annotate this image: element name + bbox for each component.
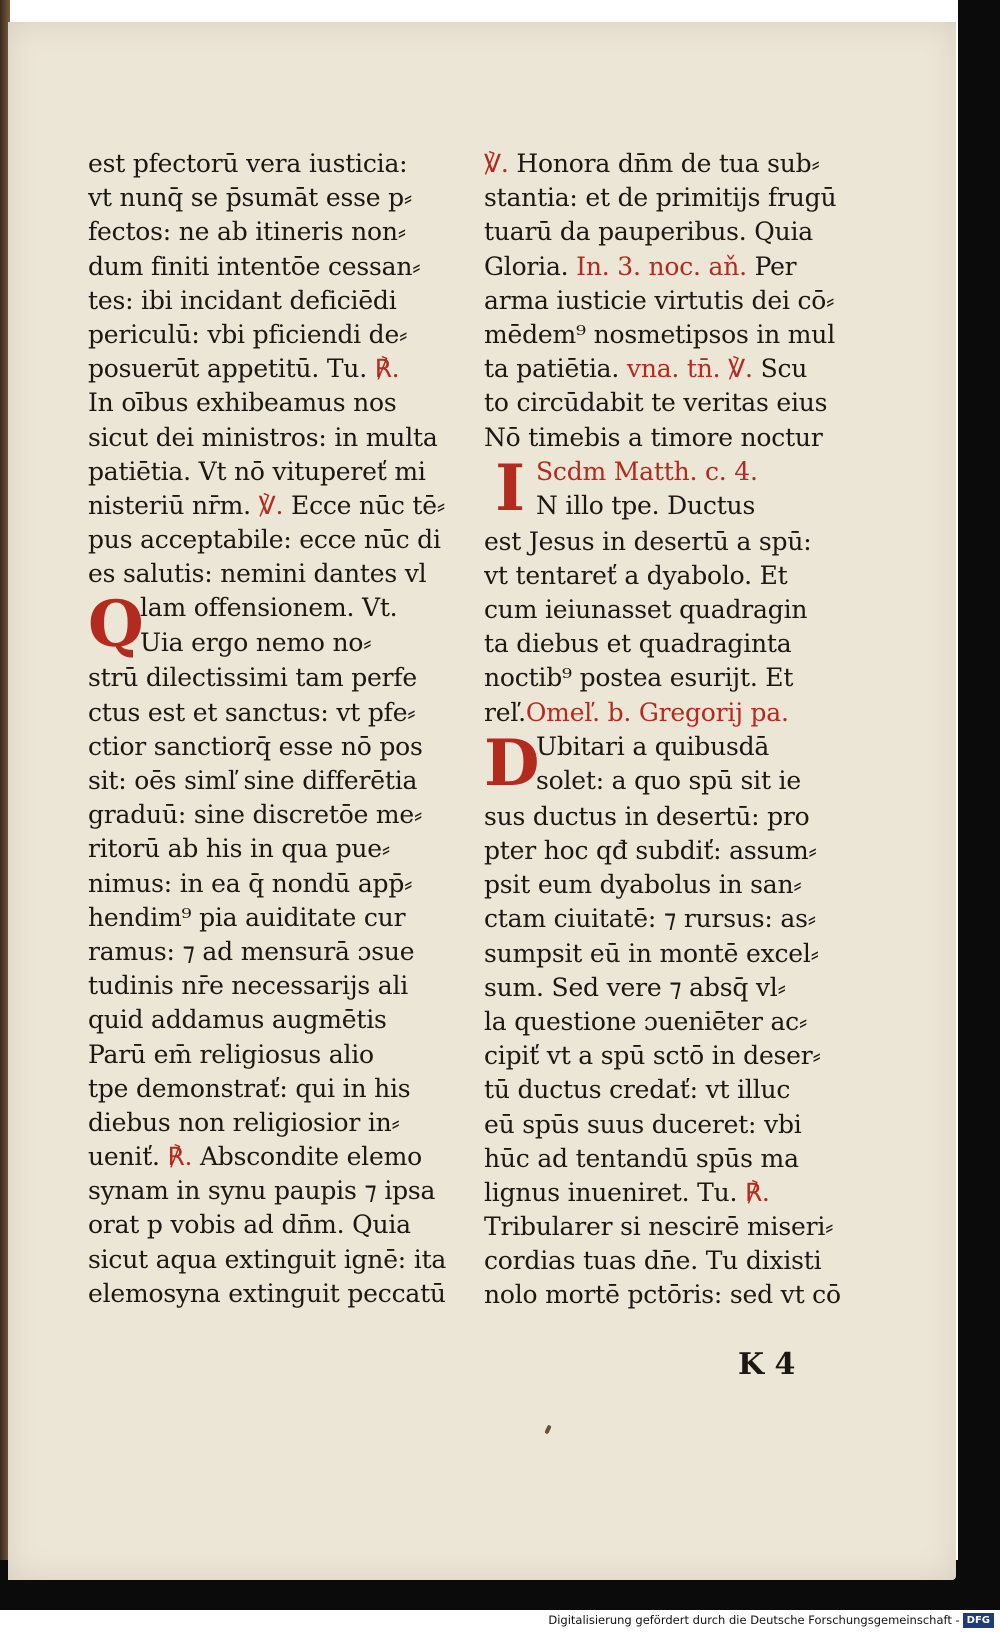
- red-initial-letter: I: [495, 454, 525, 525]
- text-line: tudinis nr̄e necessarijs ali: [88, 971, 409, 1001]
- text-line: [484, 696, 864, 730]
- text-segment: nisteriū nr̄m.: [88, 490, 251, 520]
- text-line: orat p vobis ad dn̄m. Quia: [88, 1210, 411, 1240]
- text-line: sus ductus in desertū: pro: [484, 801, 810, 831]
- initial-block: [484, 730, 864, 800]
- text-line: ramus: ⁊ ad mensurā ɔsue: [88, 936, 415, 966]
- text-line: vt tentareť a dyabolo. Et: [484, 560, 788, 590]
- text-line: noctib⁹ postea esurijt. Et: [484, 663, 794, 693]
- red-initial-letter: Q: [88, 591, 144, 662]
- text-line: elemosyna extinguit peccatū: [88, 1278, 446, 1308]
- text-line: nolo mortē pctōris: sed vt cō: [484, 1280, 841, 1310]
- text-line: tes: ibi incidant deficiēdi: [88, 285, 397, 315]
- text-line: tuarū da pauperibus. Quia: [484, 217, 813, 247]
- text-line: to circūdabit te veritas eius: [484, 388, 828, 418]
- gospel-rubric-heading: Scdm Matth. c. 4.: [536, 456, 758, 486]
- rubric-responsory-mark: ℟.: [374, 354, 400, 384]
- rubric-rubric-text: vna. tn̄. ℣.: [626, 354, 753, 384]
- text-segment: Honora dn̄m de tua sub⸗: [516, 149, 820, 178]
- text-segment: Scu: [760, 354, 808, 384]
- text-segment: reľ.: [484, 697, 526, 727]
- text-line: diebus non religiosior in⸗: [88, 1107, 400, 1137]
- text-line: ta diebus et quadraginta: [484, 629, 792, 659]
- text-segment: Gloria.: [484, 251, 569, 281]
- text-line: arma iusticie virtutis dei cō⸗: [484, 285, 835, 315]
- text-segment: lignus inueniret. Tu.: [484, 1177, 738, 1207]
- text-line: hendim⁹ pia auiditate cur: [88, 902, 406, 932]
- left-text-column: [88, 147, 468, 1311]
- text-line: Tribularer si nescirē miseri⸗: [484, 1212, 834, 1242]
- text-line: hūc ad tentandū spūs ma: [484, 1143, 799, 1173]
- text-line: es salutis: nemini dantes vl: [88, 559, 427, 589]
- text-line: psit eum dyabolus in san⸗: [484, 870, 802, 900]
- text-segment: Per: [754, 251, 797, 281]
- text-line: [484, 1176, 864, 1210]
- text-line: vt nunq̄ se p̄sumāt esse p⸗: [88, 183, 413, 213]
- text-line: N illo tpe. Ductus: [536, 490, 756, 520]
- text-line: Parū em̄ religiosus alio: [88, 1039, 374, 1069]
- text-line: est pfectorū vera iusticia:: [88, 149, 408, 178]
- signature-mark: K 4: [738, 1347, 796, 1382]
- text-line: ctus est et sanctus: vt pfe⸗: [88, 697, 416, 727]
- dfg-logo: DFG: [963, 1613, 994, 1628]
- initial-block: [484, 455, 864, 525]
- text-line: sicut dei ministros: in multa: [88, 422, 438, 452]
- text-line: la questione ɔueniēter ac⸗: [484, 1006, 808, 1036]
- text-line: pter hoc qđ subdiť: assum⸗: [484, 836, 817, 865]
- text-line: pus acceptabile: ecce nūc di: [88, 525, 441, 555]
- text-line: lam offensionem. Vt.: [140, 593, 398, 623]
- text-segment: Ecce nūc tē⸗: [291, 490, 445, 520]
- rubric-versicle-mark: ℣.: [258, 490, 284, 520]
- text-segment: ueniť.: [88, 1142, 160, 1172]
- text-line: quid addamus augmētis: [88, 1005, 387, 1035]
- footer-credit-text: Digitalisierung gefördert durch die Deutsche Forschungsgemeinschaft -: [548, 1613, 960, 1627]
- text-line: [484, 352, 864, 386]
- text-line: Ubitari a quibusdā: [536, 731, 770, 761]
- text-line: [88, 352, 468, 386]
- paper-speck: [544, 1425, 551, 1435]
- text-line: patiētia. Vt nō vitupereť mi: [88, 456, 426, 486]
- text-line: cum ieiunasset quadragin: [484, 595, 808, 625]
- text-line: [88, 489, 468, 523]
- text-line: In oībus exhibeamus nos: [88, 388, 397, 418]
- text-line: mēdem⁹ nosmetipsos in mul: [484, 319, 836, 349]
- text-line: strū dilectissimi tam perfe: [88, 663, 418, 693]
- text-line: fectos: ne ab itineris non⸗: [88, 217, 406, 247]
- rubric-rubric-text: In. 3. noc. aň.: [576, 251, 747, 281]
- text-line: [484, 250, 864, 284]
- text-line: Uia ergo nemo no⸗: [140, 627, 372, 657]
- right-text-column: [484, 147, 864, 1313]
- text-segment: ta patiētia.: [484, 354, 620, 384]
- text-line: [484, 147, 864, 181]
- red-initial-letter: D: [484, 729, 540, 800]
- text-line: tū ductus credať: vt illuc: [484, 1075, 791, 1105]
- text-line: est Jesus in desertū a spū:: [484, 526, 812, 556]
- rubric-responsory-mark: ℟.: [745, 1177, 770, 1207]
- text-line: eū spūs suus duceret: vbi: [484, 1109, 802, 1139]
- text-segment: posuerūt appetitū. Tu.: [88, 354, 367, 384]
- text-line: cipiť vt a spū sctō in deser⸗: [484, 1041, 821, 1071]
- text-line: sit: oēs simľ sine differētia: [88, 766, 418, 795]
- text-line: sum. Sed vere ⁊ absq̄ vl⸗: [484, 972, 786, 1002]
- text-line: stantia: et de primitijs frugū: [484, 183, 837, 213]
- rubric-versicle-mark: ℣.: [484, 149, 509, 178]
- text-line: sumpsit eū in montē excel⸗: [484, 938, 819, 968]
- text-line: synam in synu paupis ⁊ ipsa: [88, 1176, 436, 1206]
- rubric-responsory-mark: ℟.: [167, 1142, 193, 1172]
- text-segment: Abscondite elemo: [199, 1142, 422, 1172]
- initial-block: [88, 591, 468, 661]
- text-line: nimus: in ea q̄ nondū app̄⸗: [88, 868, 413, 898]
- text-line: sicut aqua extinguit ignē: ita: [88, 1244, 447, 1274]
- text-line: periculū: vbi pficiendi de⸗: [88, 319, 408, 349]
- text-line: solet: a quo spū sit ie: [536, 766, 801, 795]
- text-line: graduū: sine discretōe me⸗: [88, 800, 423, 830]
- text-line: dum finiti intentōe cessan⸗: [88, 251, 421, 281]
- text-line: ctior sanctiorq̄ esse nō pos: [88, 731, 423, 761]
- text-line: Nō timebis a timore noctur: [484, 422, 823, 452]
- text-line: tpe demonstrať: qui in his: [88, 1073, 411, 1103]
- homily-rubric-heading: Omeľ. b. Gregorij pa.: [525, 697, 789, 727]
- text-line: cordias tuas dn̄e. Tu dixisti: [484, 1246, 822, 1276]
- digitization-footer: [548, 1612, 994, 1628]
- book-page: [8, 22, 956, 1580]
- text-line: [88, 1140, 468, 1174]
- scan-border-right: [958, 0, 1000, 1610]
- text-line: ctam ciuitatē: ⁊ rursus: as⸗: [484, 904, 816, 934]
- text-line: ritorū ab his in qua pue⸗: [88, 834, 390, 864]
